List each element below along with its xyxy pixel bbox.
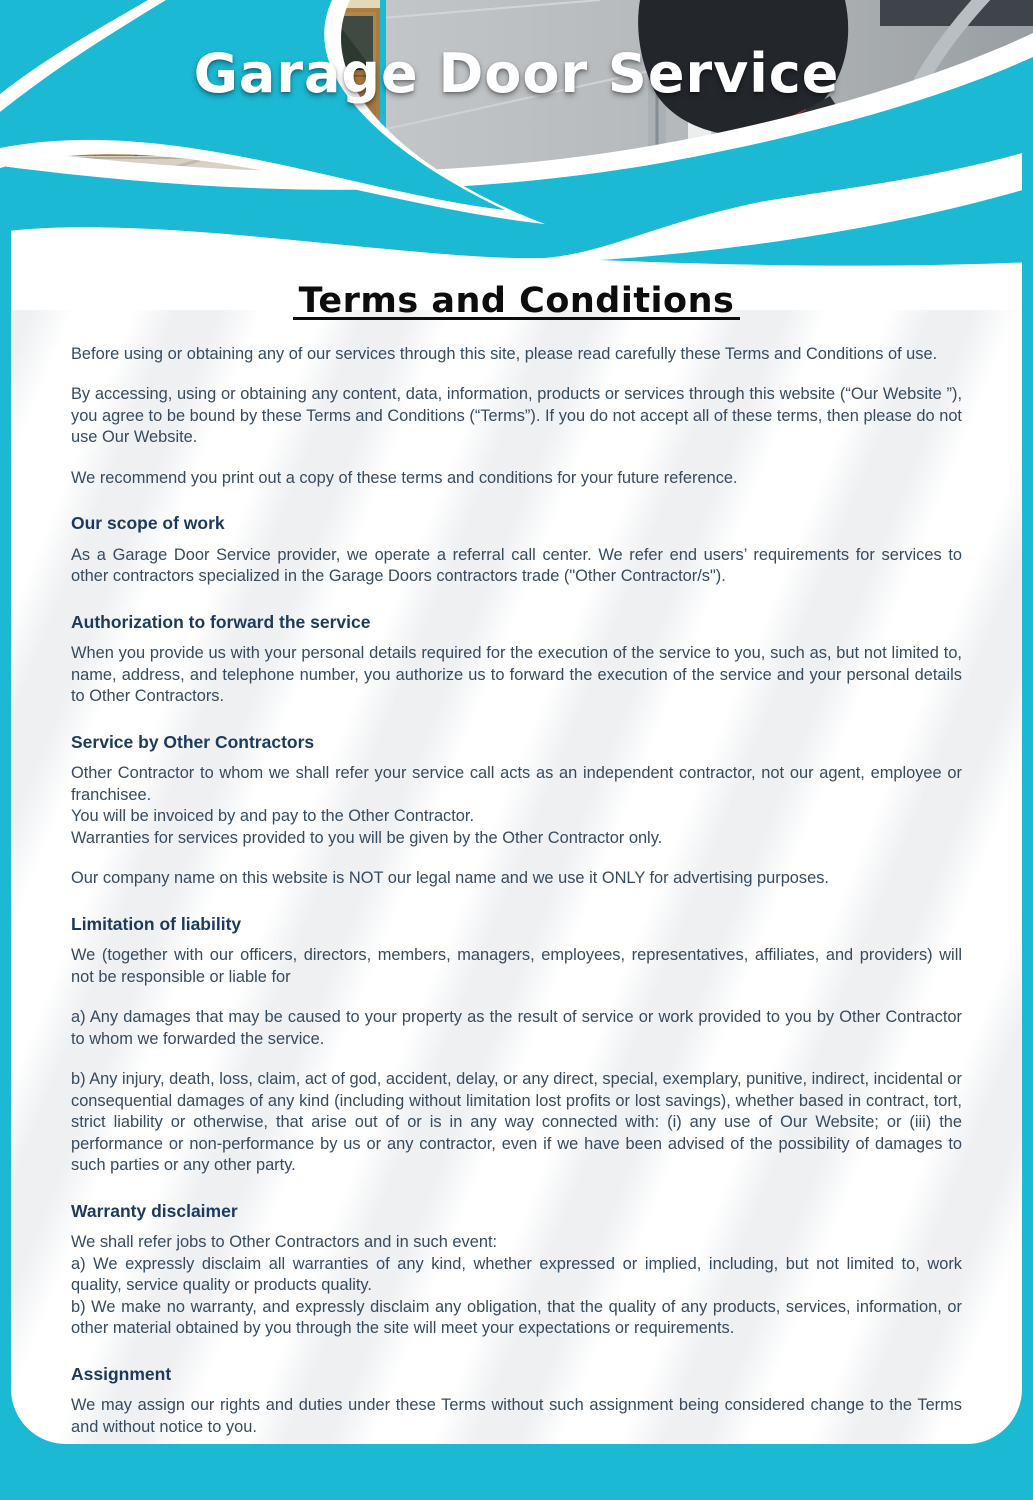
paragraph: We (together with our officers, directors, members, managers, employees, representatives, affiliates, and providers) will not be responsible or liable for (71, 946, 962, 986)
paragraph-group (71, 468, 962, 490)
paragraph-group (71, 945, 962, 988)
paragraph-group (71, 1232, 962, 1340)
paragraph-group (71, 1007, 962, 1050)
section-heading: Assignment (71, 1363, 172, 1384)
terms-document (11, 0, 1022, 1438)
section (71, 732, 962, 890)
paragraph-group (71, 1395, 962, 1438)
site-title: Garage Door Service (193, 42, 840, 105)
section (71, 1201, 962, 1340)
section-heading: Warranty disclaimer (71, 1200, 238, 1221)
section-heading: Authorization to forward the service (71, 611, 371, 632)
paragraph: You will be invoiced by and pay to the Other Contractor. (71, 807, 475, 825)
paragraph: Other Contractor to whom we shall refer your service call acts as an independent contractor, not our agent, employee or franchisee. (71, 764, 962, 804)
paragraph: Our company name on this website is NOT our legal name and we use it ONLY for advertising purposes. (71, 869, 829, 887)
paragraph: We may assign our rights and duties under these Terms without such assignment being considered change to the Terms and without notice to you. (71, 1396, 962, 1436)
sections-list (71, 513, 962, 1438)
intro-paragraphs (71, 344, 962, 490)
paragraph: As a Garage Door Service provider, we operate a referral call center. We refer end users’ requirements for services to other contractors specialized in the Garage Doors contractors trade ("Other Contractor/s"). (71, 545, 962, 585)
paragraph-group (71, 1069, 962, 1177)
page-title-wrap (71, 281, 962, 321)
paragraph: By accessing, using or obtaining any content, data, information, products or services through this website (“Our Website ”), you agree to be bound by these Terms and Conditions (“Terms”). If you do not accept all of these terms, then please do not use Our Website. (71, 385, 962, 446)
section (71, 612, 962, 708)
section-heading: Service by Other Contractors (71, 731, 315, 752)
paragraph: Warranties for services provided to you will be given by the Other Contractor only. (71, 828, 663, 847)
paragraph: When you provide us with your personal details required for the execution of the service to you, such as, but not limited to, name, address, and telephone number, you authorize us to forward the execution of the service and your personal details to Other Contractors. (71, 644, 962, 705)
paragraph: We recommend you print out a copy of these terms and conditions for your future reference. (71, 468, 738, 487)
paragraph-group (71, 643, 962, 708)
paragraph-group (71, 763, 962, 849)
section-heading: Our scope of work (71, 513, 225, 533)
section-heading: Limitation of liability (71, 913, 242, 934)
section (71, 1364, 962, 1439)
section (71, 513, 962, 588)
page-title: Terms and Conditions (293, 291, 741, 320)
paragraph-group (71, 344, 962, 366)
paragraph-group (71, 384, 962, 449)
paragraph-group (71, 545, 962, 588)
section (71, 914, 962, 1177)
paragraph: a) We expressly disclaim all warranties of any kind, whether expressed or implied, including, but not limited to, work quality, service quality or products quality. (71, 1254, 962, 1294)
paragraph-group (71, 868, 962, 890)
paragraph: b) Any injury, death, loss, claim, act of god, accident, delay, or any direct, special, exemplary, punitive, indirect, incidental or consequential damages of any kind (including without limitation lost profits or lost savings), whether based in contract, tort, strict liability or otherwise, that arise out of or is in any way connected with: (i) any use of Our Website; or (iii) the performance or non-performance by us or any contractor, even if we have been advised of the possibility of damages to such parties or any other party. (71, 1070, 962, 1174)
paragraph: a) Any damages that may be caused to your property as the result of service or work provided to you by Other Contractor to whom we forwarded the service. (71, 1008, 962, 1048)
paragraph: b) We make no warranty, and expressly disclaim any obligation, that the quality of any products, services, information, or other material obtained by you through the site will meet your expectations or requirements. (71, 1297, 962, 1337)
paragraph: We shall refer jobs to Other Contractors and in such event: (71, 1233, 498, 1251)
paragraph: Before using or obtaining any of our services through this site, please read carefully these Terms and Conditions of use. (71, 344, 938, 363)
